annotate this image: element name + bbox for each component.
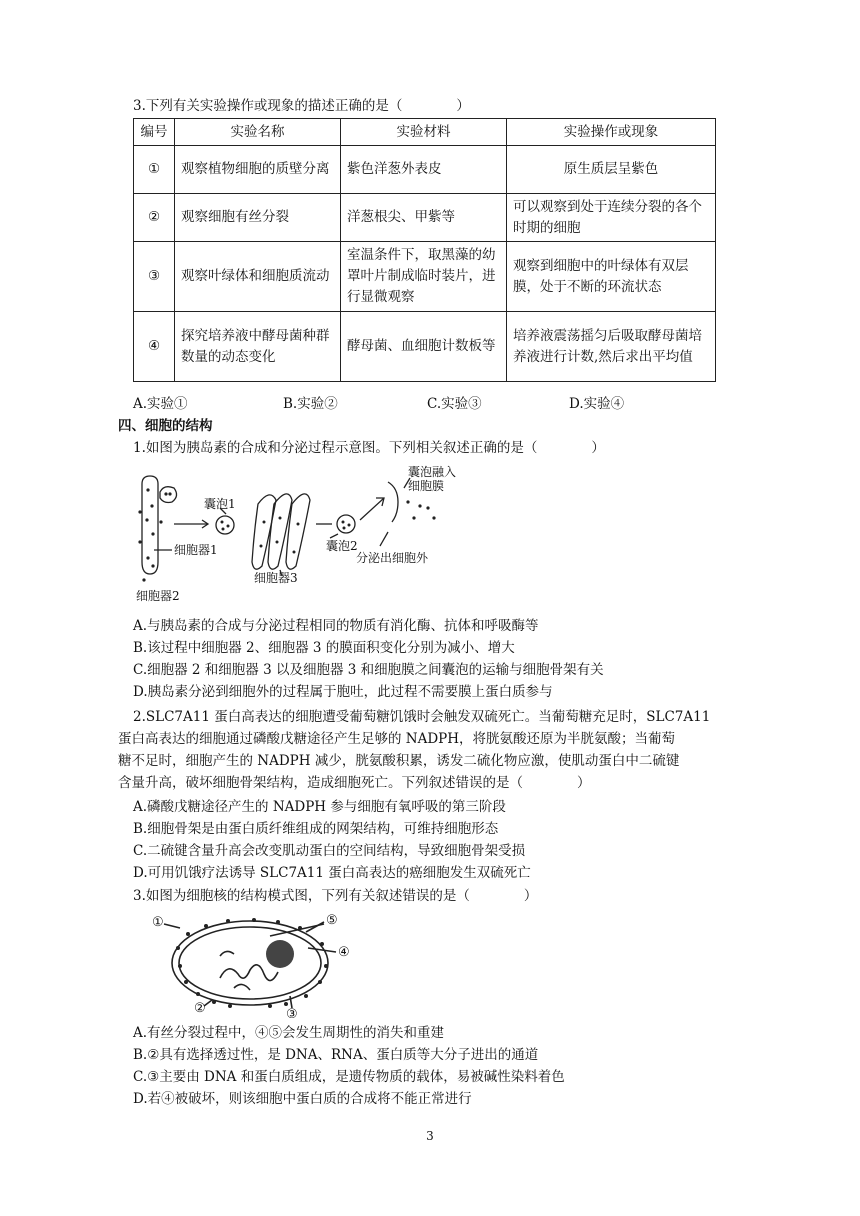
table-row bbox=[134, 146, 716, 194]
q2-option-a[interactable]: A.磷酸戊糖途径产生的 NADPH 参与细胞有氧呼吸的第三阶段 bbox=[133, 799, 506, 815]
label-vesicle1: 囊泡1 bbox=[204, 497, 236, 511]
row-operation: 可以观察到处于连续分裂的各个时期的细胞 bbox=[507, 194, 716, 242]
page-number: 3 bbox=[426, 1129, 434, 1143]
row-material: 洋葱根尖、甲紫等 bbox=[341, 194, 507, 242]
table-row bbox=[134, 194, 716, 242]
row-num: ③ bbox=[134, 242, 175, 312]
row-material: 紫色洋葱外表皮 bbox=[341, 146, 507, 194]
q3-option-d[interactable]: D.若④被破坏，则该细胞中蛋白质的合成将不能正常进行 bbox=[133, 1091, 472, 1107]
row-material: 酵母菌、血细胞计数板等 bbox=[341, 312, 507, 382]
q1-option-c[interactable]: C.细胞器 2 和细胞器 3 以及细胞器 3 和细胞膜之间囊泡的运输与细胞骨架有关 bbox=[133, 662, 604, 678]
table-row bbox=[134, 242, 716, 312]
row-operation: 观察到细胞中的叶绿体有双层膜，处于不断的环流状态 bbox=[507, 242, 716, 312]
label-5: ⑤ bbox=[326, 913, 338, 928]
insulin-secretion-figure bbox=[130, 462, 460, 608]
header-material: 实验材料 bbox=[341, 119, 507, 146]
q2-stem-line2: 蛋白高表达的细胞通过磷酸戊糖途径产生足够的 NADPH，将胱氨酸还原为半胱氨酸；当葡萄 bbox=[118, 731, 676, 747]
row-num: ② bbox=[134, 194, 175, 242]
label-1: ① bbox=[152, 915, 164, 930]
label-3: ③ bbox=[286, 1007, 298, 1018]
label-2: ② bbox=[194, 1001, 206, 1016]
q1-option-a[interactable]: A.与胰岛素的合成与分泌过程相同的物质有消化酶、抗体和呼吸酶等 bbox=[133, 618, 539, 634]
section-title: 四、细胞的结构 bbox=[118, 418, 213, 434]
label-4: ④ bbox=[338, 945, 350, 960]
row-num: ① bbox=[134, 146, 175, 194]
header-operation: 实验操作或现象 bbox=[507, 119, 716, 146]
header-name: 实验名称 bbox=[175, 119, 341, 146]
q3-option-b[interactable]: B.②具有选择透过性，是 DNA、RNA、蛋白质等大分子进出的通道 bbox=[133, 1047, 539, 1063]
q1-stem: 1.如图为胰岛素的合成和分泌过程示意图。下列相关叙述正确的是（ ） bbox=[133, 440, 605, 456]
label-vesicle2: 囊泡2 bbox=[326, 539, 358, 553]
q2-stem-line1: 2.SLC7A11 蛋白高表达的细胞遭受葡萄糖饥饿时会触发双硫死亡。当葡萄糖充足时，SLC7A11 bbox=[133, 709, 711, 725]
q2-option-d[interactable]: D.可用饥饿疗法诱导 SLC7A11 蛋白高表达的癌细胞发生双硫死亡 bbox=[133, 865, 531, 881]
option-a[interactable]: A.实验① bbox=[133, 396, 188, 412]
q3-option-c[interactable]: C.③主要由 DNA 和蛋白质组成，是遗传物质的载体，易被碱性染料着色 bbox=[133, 1069, 565, 1085]
table-row bbox=[134, 312, 716, 382]
q3-table-question: 3.下列有关实验操作或现象的描述正确的是（ ） bbox=[133, 98, 470, 114]
q3-table-options bbox=[133, 394, 733, 414]
q2-stem-line3: 糖不足时，细胞产生的 NADPH 减少，胱氨酸积累，诱发二硫化物应激，使肌动蛋白中二硫键 bbox=[118, 753, 680, 769]
row-operation: 原生质层呈紫色 bbox=[507, 146, 716, 194]
q2-option-b[interactable]: B.细胞骨架是由蛋白质纤维组成的网架结构，可维持细胞形态 bbox=[133, 821, 499, 837]
header-num: 编号 bbox=[134, 119, 175, 146]
nucleus-figure bbox=[150, 908, 370, 1018]
option-b[interactable]: B.实验② bbox=[283, 396, 338, 412]
experiment-table bbox=[133, 118, 716, 382]
q2-stem-line4: 含量升高，破坏细胞骨架结构，造成细胞死亡。下列叙述错误的是（ ） bbox=[118, 775, 591, 791]
label-fuse: 囊泡融入 bbox=[408, 465, 457, 479]
row-material: 室温条件下，取黑藻的幼罩叶片制成临时装片，进行显微观察 bbox=[341, 242, 507, 312]
row-name: 观察叶绿体和细胞质流动 bbox=[175, 242, 341, 312]
row-operation: 培养液震荡摇匀后吸取酵母菌培养液进行计数,然后求出平均值 bbox=[507, 312, 716, 382]
option-d[interactable]: D.实验④ bbox=[569, 396, 625, 412]
label-org3: 细胞器3 bbox=[254, 571, 298, 585]
q2-option-c[interactable]: C.二硫键含量升高会改变肌动蛋白的空间结构，导致细胞骨架受损 bbox=[133, 843, 526, 859]
label-org1: 细胞器1 bbox=[174, 543, 218, 557]
row-name: 观察植物细胞的质壁分离 bbox=[175, 146, 341, 194]
label-secrete: 分泌出细胞外 bbox=[356, 551, 429, 565]
q3-stem: 3.如图为细胞核的结构模式图，下列有关叙述错误的是（ ） bbox=[133, 888, 538, 904]
row-name: 探究培养液中酵母菌种群数量的动态变化 bbox=[175, 312, 341, 382]
label-fuse2: 细胞膜 bbox=[408, 479, 445, 493]
q1-option-d[interactable]: D.胰岛素分泌到细胞外的过程属于胞吐，此过程不需要膜上蛋白质参与 bbox=[133, 684, 553, 700]
row-name: 观察细胞有丝分裂 bbox=[175, 194, 341, 242]
q1-option-b[interactable]: B.该过程中细胞器 2、细胞器 3 的膜面积变化分别为减小、增大 bbox=[133, 640, 515, 656]
row-num: ④ bbox=[134, 312, 175, 382]
option-c[interactable]: C.实验③ bbox=[427, 396, 482, 412]
table-header-row bbox=[134, 119, 716, 146]
q3-option-a[interactable]: A.有丝分裂过程中，④⑤会发生周期性的消失和重建 bbox=[133, 1025, 445, 1041]
label-org2: 细胞器2 bbox=[136, 589, 180, 603]
